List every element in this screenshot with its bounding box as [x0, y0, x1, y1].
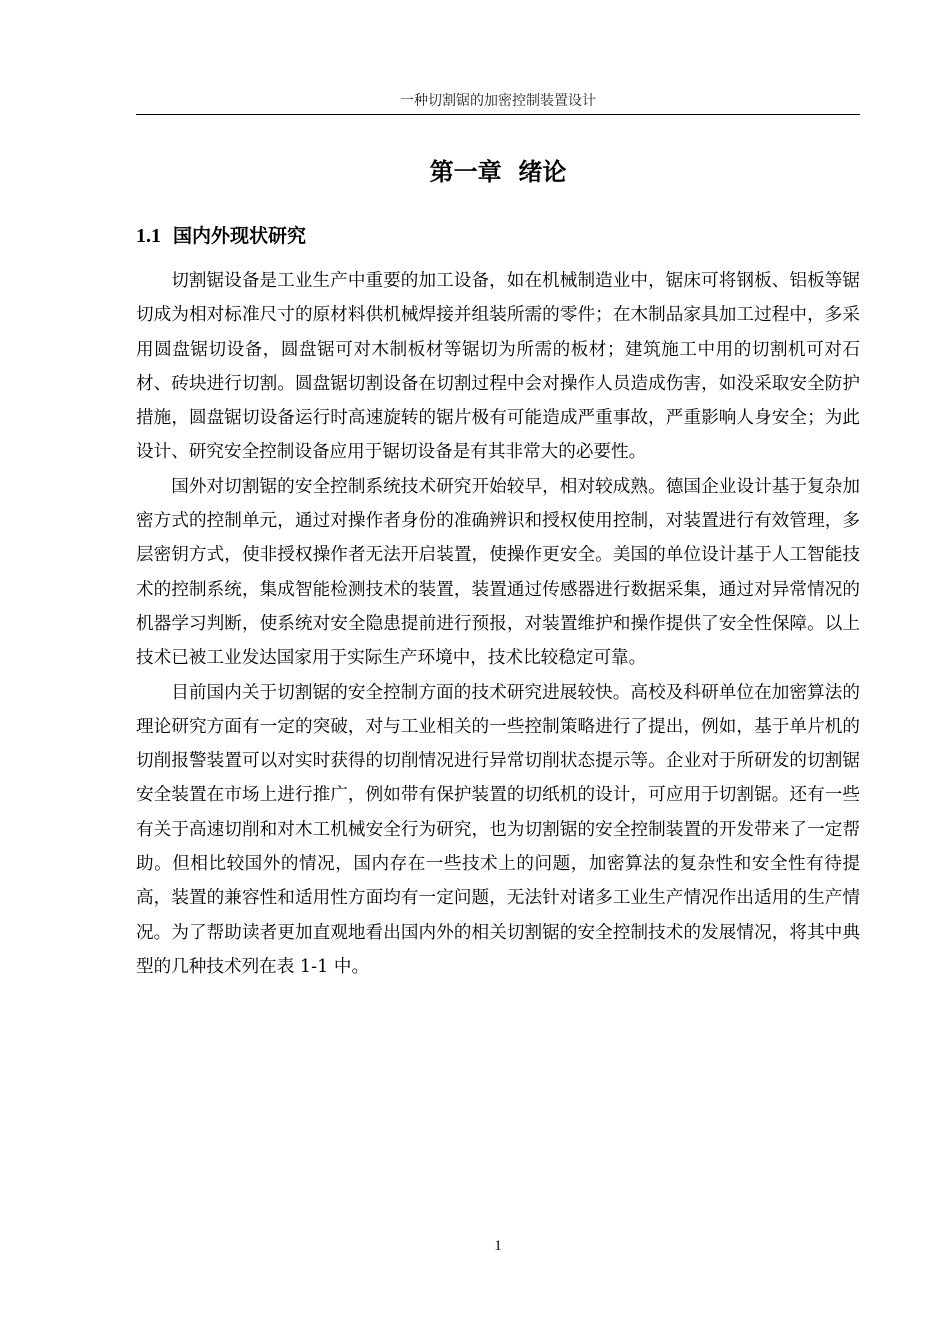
paragraph-1: 切割锯设备是工业生产中重要的加工设备，如在机械制造业中，锯床可将钢板、铝板等锯切成为相对标准尺寸的原材料供机械焊接并组装所需的零件；在木制品家具加工过程中，多采用圆盘锯切设备，圆盘锯可对木制板材等锯切为所需的板材；建筑施工中用的切割机可对石材、砖块进行切割。圆盘锯切割设备在切割过程中会对操作人员造成伤害，如没采取安全防护措施，圆盘锯切设备运行时高速旋转的锯片极有可能造成严重事故，严重影响人身安全；为此设计、研究安全控制设备应用于锯切设备是有其非常大的必要性。: [136, 271, 860, 463]
page-number: 1: [494, 1238, 502, 1254]
paragraph-3: 目前国内关于切割锯的安全控制方面的技术研究进展较快。高校及科研单位在加密算法的理论研究方面有一定的突破，对与工业相关的一些控制策略进行了提出，例如，基于单片机的切削报警装置可以对实时获得的切削情况进行异常切削状态提示等。企业对于所研发的切割锯安全装置在市场上进行推广，例如带有保护装置的切纸机的设计，可应用于切割锯。还有一些有关于高速切削和对木工机械安全行为研究，也为切割锯的安全控制装置的开发带来了一定帮助。但相比较国外的情况，国内存在一些技术上的问题，加密算法的复杂性和安全性有待提高，装置的兼容性和适用性方面均有一定问题，无法针对诸多工业生产情况作出适用的生产情况。为了帮助读者更加直观地看出国内外的相关切割锯的安全控制技术的发展情况，将其中典型的几种技术列在表 1-1 中。: [136, 682, 860, 977]
paragraph-2: 国外对切割锯的安全控制系统技术研究开始较早，相对较成熟。德国企业设计基于复杂加密方式的控制单元，通过对操作者身份的准确辨识和授权使用控制，对装置进行有效管理，多层密钥方式，使非授权操作者无法开启装置，使操作更安全。美国的单位设计基于人工智能技术的控制系统，集成智能检测技术的装置，装置通过传感器进行数据采集，通过对异常情况的机器学习判断，使系统对安全隐患提前进行预报，对装置维护和操作提供了安全性保障。以上技术已被工业发达国家用于实际生产环境中，技术比较稳定可靠。: [136, 476, 860, 669]
chapter-title: 第一章 绪论: [429, 158, 567, 186]
running-header: 一种切割锯的加密控制装置设计: [400, 93, 596, 109]
section-title: 国内外现状研究: [173, 225, 307, 247]
body-text: [136, 264, 860, 984]
section-heading: [136, 222, 306, 250]
header-divider: [136, 114, 860, 115]
section-number: 1.1: [136, 225, 161, 247]
